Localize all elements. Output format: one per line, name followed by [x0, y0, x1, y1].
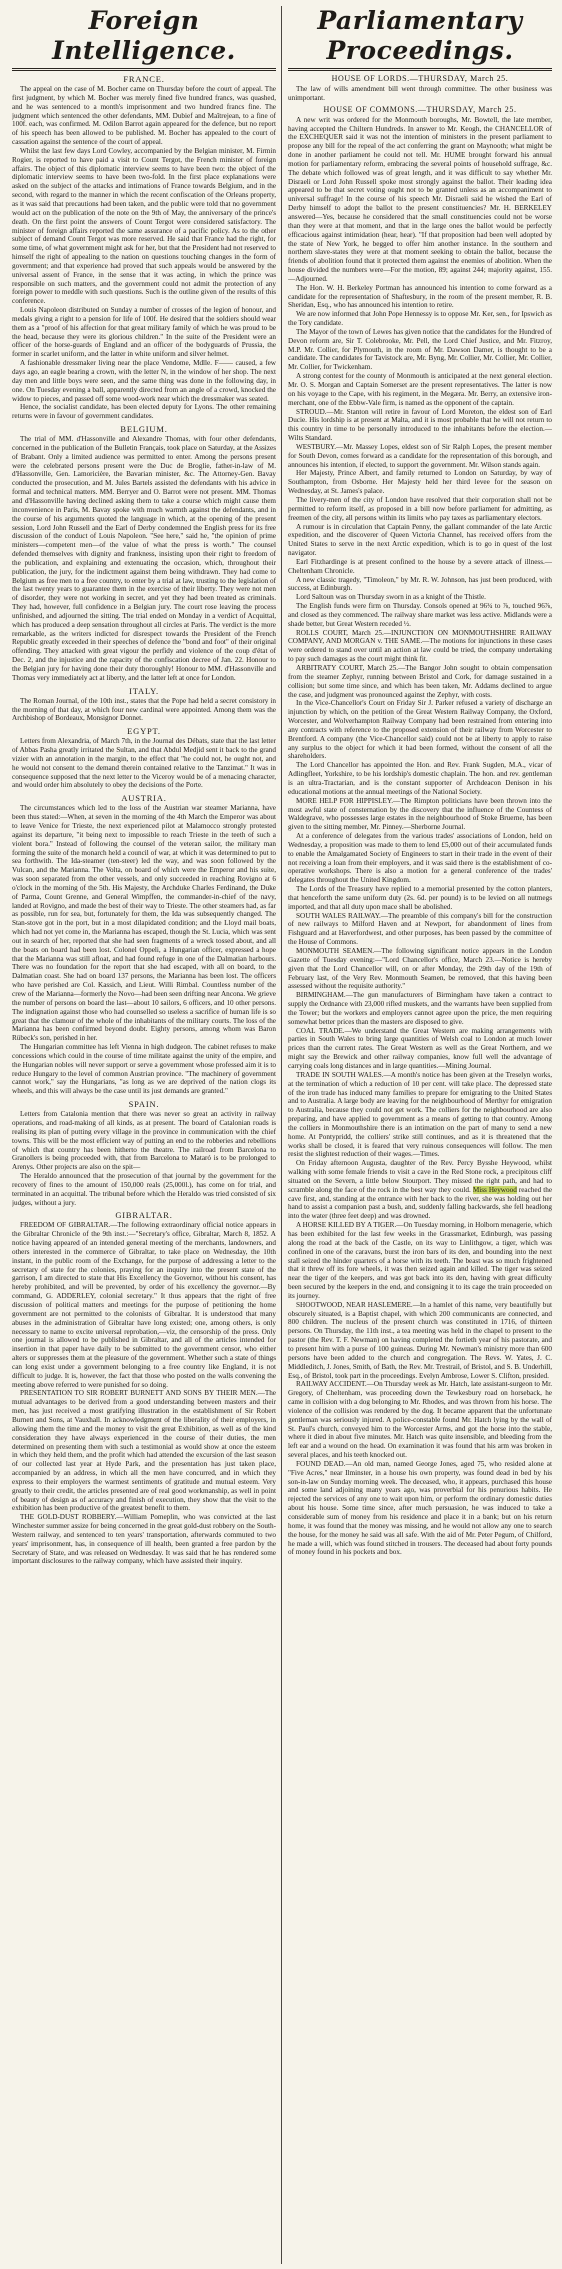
article-paragraph: The English funds were firm on Thursday. Consols opened at 96¾ to ⅞, touched 96⅞, and closed as they commenced. The railway share market was less active. Midlands were a shade better, but Great Western receded ½.: [288, 602, 552, 628]
section-heading: GIBRALTAR.: [115, 1210, 173, 1221]
article-paragraph: WESTBURY.—Mr. Massey Lopes, eldest son of Sir Ralph Lopes, the present member for South Devon, comes forward as a candidate for the representation of this borough, and announces his intention, if elected, to support the government. Mr. Wilson stands again.: [288, 442, 552, 469]
article-paragraph: Letters from Catalonia mention that there was never so great an activity in railway operations, and road-making of all kinds, as at present. The board of Catalonian roads is realising its plan of putting every village in the province in communication with the chief towns. This will be the most efficient way of putting an end to the robberies and rebellions of which that country has been hitherto the theatre. The railroad from Barcelona to Granollers is being proceeded with, that from Barcelona to Mataró is to be prolonged to Arenys. Other projects are also on the spit—: [12, 1110, 276, 1172]
article-paragraph: SOUTH WALES RAILWAY.—The preamble of this company's bill for the construction of new railways to Milford Haven and at Newport, for abandonment of lines from Fishguard and at Haverfordwest, and other purposes, has been passed by the committee of the House of Commons.: [288, 911, 552, 947]
article-paragraph: PRESENTATION TO SIR ROBERT BURNETT AND SONS BY THEIR MEN.—The mutual advantages to be derived from a good understanding between masters and their men, has just received a most gratifying illustration in the establishment of Sir Robert Burnett and Sons, at Vauxhall. In acknowledgment of the liberality of their employers, in allowing them the time and the money to visit the great Exhibition, as well as of the kind consideration they have always experienced in the course of their duties, the men determined on presenting them with such a testimonial as would show at once the esteem in which they held them, and the profit which had attended the excursion of the last season of our collected last year at Hyde Park, and the presentation has just taken place, accompanied by an address, in which all the men have concurred, and in which they express to their employers the warmest sentiments of gratitude and mutual esteem. Very greatly to their credit, the articles presented are of real good workmanship, as well in point of beauty of design as of accuracy and finish of execution, they show that the visit to the exhibition has been productive of the greatest benefit to them.: [12, 1389, 276, 1513]
parliamentary-proceedings-masthead: Parliamentary Proceedings.: [317, 6, 523, 65]
article-paragraph: FREEDOM OF GIBRALTAR.—The following extraordinary official notice appears in the Gibraltar Chronicle of the 9th inst.:—"Secretary's office, Gibraltar, March 8, 1852. A notice having appeared of an intended general meeting of the merchants, landowners, and others interested in the commerce of Gibraltar, to take place on Wednesday, the 10th instant, in the public room of the Exchange, for the purpose of addressing a letter to the secretary of state for the colonies, praying for an inquiry into the present state of the garrison, I am directed to state that His Excellency the Governor, without his consent, has hereby prohibited, and will be prevented, by order of his excellency the governor.—By command, G. ADDERLEY, colonial secretary." It thus appears that the right of free discussion of political matters and meetings for the purpose of petitioning the home government are not permitted to the colonists of Gibraltar. It is understood that many abuses in the administration of Gibraltar have long existed; one, among others, is only necessary to name to excite universal reprobation,—viz, the censorship of the press. Only one journal is allowed to be published in Gibraltar, and all of the articles intended for insertion in that paper have daily to be submitted to the government censor, who either alters or suppresses them at the pleasure of the government. Whether such a state of things can long exist under a government belonging to a free country like England, it is not difficult to judge. It is, however, the fact that those who posted on the walls convening the meeting above referred to were punished for so doing.: [12, 1221, 276, 1389]
article-paragraph: RAILWAY ACCIDENT.—On Thursday week as Mr. Hatch, late assistant-surgeon to Mr. Gregory, of Cheltenham, was proceeding down the Tewkesbury road on horseback, he came in collision with a dog belonging to Mr. Rhodes, and was thrown from his horse. The violence of the collision was rendered by the dog. It became apparent that the unfortunate gentleman was seriously injured. A police-constable found Mr. Hatch lying by the wall of St. Paul's church, conveyed him to the Worcester Arms, and got the horse into the stable, where it died in about five minutes. Mr. Hatch was quite insensible, and bleeding from the left ear and a wound on the head. On examination it was found that his arm was broken in several places, and his teeth knocked out.: [288, 1380, 552, 1460]
section-heading: FRANCE.: [123, 74, 165, 84]
article-paragraph: The Hon. W. H. Berkeley Portman has announced his intention to come forward as a candidate for the representation of Shaftesbury, in the room of the present member, R. B. Sheridan, Esq., who has announced his intention to retire.: [288, 283, 552, 310]
article-paragraph: FOUND DEAD.—An old man, named George Jones, aged 75, who resided alone at "Five Acres," near Ilminster, in a house his own property, was found dead in bed by his son-in-law on Sunday morning week. The deceased, who, it appears, purchased this house and some land adjoining many years ago, was proverbial for his penurious habits. He rejected the services of any one to wait upon him, or perform the ordinary domestic duties about his house. Some time since, after much persuasion, he was induced to take a considerable sum of money from his residence and place it in a bank; but on his return home, it was found that the money was missing, and he would not allow any one to search the house, for the money he said was all safe. With the aid of Mr. Peter Pegum, of Chilford, he made a will, which was found stitched in trousers. The deceased had about forty pounds of money found in his pockets and box.: [288, 1459, 552, 1557]
highlighted-phrase: Miss Heywood: [472, 1185, 517, 1194]
article-paragraph: Whilst the last few days Lord Cowley, accompanied by the Belgian minister, M. Firmin Rogier, is reported to have paid a visit to Count Tergot, the French minister of foreign affairs. The object of this diplomatic interview seems to have been two: the object of the diplomatic interview seems to have been two-fold. In the first place explanations were asked on the subject of the attacks and intimations of France towards Belgium, and in the second, with regard to the manner in which the recent confiscation of the Orleans property, as it was said that precautions had been taken, and the public were told that no government would act on the publication of the note on the 9th of May, the anniversary of the prince's death. On the first point the answers of Count Tergot were considered satisfactory. The minister of foreign affairs reported the same assurance of a pacific policy. As to the other subject of demand Count Tergot was more reserved. He said that France had the right, for some time, of what government might ask for her, but that the President had not reserved to himself the right of appealing to the nation on questions touching changes in the form of government; and that experience had proved that such appeals would be answered by the universal assent of France, in the sense that it was acting, in which the prince was responsible on such matters, and the government could not admit the protection of any foreign power to meddle with such questions. Such is the outline given of the results of this conference.: [12, 146, 276, 306]
column-divider: [281, 6, 282, 2264]
article-paragraph: The Heraldo announced that the prosecution of that journal by the government for the recovery of fines to the amount of 150,000 reals (25,000l.), has come on for trial, and terminated in an acquittal. The tribunal before which the Heraldo was tried consisted of six judges, without a jury.: [12, 1172, 276, 1207]
article-paragraph: A new classic tragedy, "Timoleon," by Mr. R. W. Johnson, has just been produced, with success, at Edinburgh.: [288, 575, 552, 593]
section-heading: HOUSE OF COMMONS.—THURSDAY, March 25.: [323, 104, 517, 114]
article-paragraph: ROLLS COURT, March 25.—INJUNCTION ON MONMOUTHSHIRE RAILWAY COMPANY, AND MORGAN v. THE SAME.—The motions for injunctions in these cases were ordered to stand over until an action at law could be tried, the company undertaking to pay such damages as the court might think fit.: [288, 628, 552, 664]
article-paragraph: MORE HELP FOR HIPPISLEY.—The Rimpton politicians have been thrown into the most awful state of consternation by the discovery that the influence of the Countess of Waldegrave, who possesses large estates in the neighbourhood of Stoke Bruerne, has been given to the sitting member, Mr. Pinney.—Sherborne Journal.: [288, 796, 552, 832]
section-heading: SPAIN.: [128, 1099, 160, 1110]
right-sections: [288, 74, 552, 1557]
masthead-rule: [288, 68, 552, 71]
section-heading: BELGIUM.: [120, 424, 168, 435]
article-paragraph: In the Vice-Chancellor's Court on Friday Sir J. Parker refused a variety of discharge an injunction by which, on the petition of the Great Western Railway Company, the Oxford, Worcester, and Wolverhampton Railway Company had been restrained from entering into any contracts with reference to the proposed extension of their railway from Worcester to Brentford. A company (the Vice-Chancellor said) could not be at liberty to apply to raise any surplus to the object for which it had been formed, without the consent of all the shareholders.: [288, 699, 552, 761]
article-paragraph: A new writ was ordered for the Monmouth boroughs, Mr. Bowtell, the late member, having accepted the Chiltern Hundreds. In answer to Mr. Keogh, the CHANCELLOR of the EXCHEQUER said it was not the intention of ministers in the present parliament to propose any bill for the repeal of the act conferring the grant on Maynooth; what might be done in another parliament he could not tell. Mr. HUME brought forward his annual motion for parliamentary reform, embracing the several points of household suffrage, &c. The debate which followed was of great length, and it was difficult to say whether Mr. Disraeli or Lord John Russell spoke most strongly against the ballot. Their leading idea appeared to be that secret voting ought not to be granted unless as an accompaniment to universal suffrage! In the course of his speech Mr. Disraeli said he wished the Earl of Derby himself to adopt the ballot to the present constituencies? Mr. H. BERKELEY answered—Yes, because he considered that the small constituencies could not be worse than they were at that moment, and that in the large ones the ballot would be perfectly efficacious against intimidation (hear, hear). "If that proposition had been well adopted by the state of New York, he begged to offer him another instance. In the southern and northern slave-states they were at that moment seeking to obtain the ballot, because the friends of abolition found that it protected them against the enemies of abolition. When the house divided the numbers were—For the motion, 89; against 244; majority against, 155.—Adjourned.: [288, 115, 552, 283]
article-paragraph: The circumstances which led to the loss of the Austrian war steamer Marianna, have been thus stated:—When, at seven in the morning of the 4th March the Emperor was about to leave Venice for Trieste, the next experienced pilot at Malamocco strongly protested against its departure, "it being next to impossible to reach Trieste in the teeth of such a violent bora." Instead of following the counsel of the veteran sailor, the military man forming the suite of the monarch held a council of war, at which it was determined to put to sea forthwith. The Ida-steamer (ten-steer) led the way, and was soon followed by the Vulcan, and the Marianna. The Volta, on board of which were the Emperor and his suite, was soon separated from the other vessels, and only succeeded in reaching Rovigno at 6 o'clock in the morning of the 5th. His Majesty, the Archduke Charles Ferdinand, the Duke of Parma, Count Grenne, and General Wimpffen, the commander-in-chief of the navy, landed at Rovigno, and made the best of their way to Trieste. The other steamers had, as far as possible, run for sea, but, fortunately for them, the Ida was subsequently changed. The Stan-stove got in the port, but in a most dilapidated condition; and the Lloyd mail boats, which had not yet come in, the Marianna has escaped, though the St. Lucia, which was sent out in search of her, reported that she had seen fragments of a wreck tossed about, and all the boats on board had been lost. Colonel Oppeli, a Hungarian officer, expressed a hope that the Marianna was still afloat, and had found refuge in one of the Dalmatian harbours. There was no foundation for the report that she had escaped, with all on board, to the Dalmatian coast. She had on board 137 persons, the Marianna has been lost. The officers who have perished are Col. Kassich, and Lieut. Willi Rimbal. Countless number of the crew of the Marianna—formerly the Novo—had been seen drifting near Ancona. We grieve the number of persons on board the last—about 10 sailors, 6 officers, and 10 other persons. The indignation against those who had counselled so useless a sacrifice of human life is so great that the clamour of the whole of the inhabitants of the military courts. The loss of the Marianna has been confirmed beyond doubt. Eighty persons, among whom was Baron Rübeck's son, perished in her.: [12, 804, 276, 1043]
article-paragraph: A strong contest for the county of Monmouth is anticipated at the next general election. Mr. O. S. Morgan and Captain Somerset are the present representatives. The latter is now on his voyage to the Cape, with his regiment, in the Megæra. Mr. Berry, an extensive iron-merchant, one of the Ebbw-Vale firm, is named as the opponent of the captain.: [288, 372, 552, 407]
article-paragraph: MONMOUTH SEAMEN.—The following significant notice appears in the London Gazette of Tuesday evening:—"Lord Chancellor's office, March 23.—Notice is hereby given that the Lord Chancellor will, on or after Monday, the 29th day of the 19th of February last, of the Very Rev. Monmouth Seamen, be removed, that this having been assessed without the requisite authority.": [288, 947, 552, 991]
article-section-spain: [12, 1099, 276, 1207]
article-section-gibraltar: [12, 1210, 276, 1389]
article-section-house-of-commons-thursday-march-25: [288, 105, 552, 1558]
section-heading: ITALY.: [129, 685, 159, 696]
article-paragraph: Letters from Alexandria, of March 7th, in the Journal des Débats, state that the last letter of Abbas Pasha greatly irritated the Sultan, and that Abdul Medjid sent it back to the grand vizier with an annotation in the margin, to the effect that "he could not, he ought not, and he would not consent to the demand therein contained relative to the Tanzimat." It was in consequence supposed that the next letter to the Viceroy would be of a menacing character, and would order him absolutely to obey the decisions of the Porte.: [12, 737, 276, 790]
article-paragraph: We are now informed that John Pope Hennessy is to oppose Mr. Ker, sen., for Ipswich as the Tory candidate.: [288, 310, 552, 328]
article-paragraph: TRADE IN SOUTH WALES.—A month's notice has been given at the Treselyn works, at the termination of which a reduction of 10 per cent. will take place. The depressed state of the iron trade has induced many families to prepare for emigrating to the United States and to Australia. A large body are leaving for the neighbourhood of Merthyr for emigration to Australia, because they could not get work. The colliers for the neighbourhood are also preparing, and have applied to government as a means of getting to that country. Among the colliers in Monmouthshire there is an intimation on the part of many to send a new home. At Pontypridd, the colliers' strike still continues, and as it is threatened that the works shall be closed, it is feared that very ruinous consequences will follow. The men resist the slightest reduction of their wages.—Times.: [288, 1070, 552, 1159]
section-heading: HOUSE OF LORDS.—THURSDAY, March 25.: [331, 74, 509, 83]
article-paragraph: The Lords of the Treasury have replied to a memorial presented by the cotton planters, that henceforth the same uniform duty (2s. 6d. per pound) is to be levied on all nutmegs imported, and that all duty upon mace shall be abolished.: [288, 885, 552, 911]
article-paragraph: STROUD.—Mr. Stanton will retire in favour of Lord Moreton, the eldest son of Earl Ducie. His lordship is at present at Malta, and it is most probable that he will not return to this country in time to be personally introduced to the inhabitants before the election.—Wilts Standard.: [288, 407, 552, 443]
article-paragraph: The appeal on the case of M. Bocher came on Thursday before the court of appeal. The first judgment, by which M. Bocher was merely fined five hundred francs, was quashed, and he was sentenced to a month's imprisonment and two hundred francs fine. The judgment which sentenced the other defendants, MM. Dubief and Maîtrejean, to a fine of 100f. each, was confirmed. M. Odilon Barrot again appeared for the defence, but no report of his speech has been allowed to be published. M. Bocher has appealed to the court of cassation against the sentence of the court of appeal.: [12, 85, 276, 147]
article-paragraph: The livery-men of the city of London have resolved that their corporation shall not be permitted to reform itself, as proposed in a bill now before parliament for admitting, as freemen of the city, all persons within its limits who pay taxes as parliamentary electors.: [288, 495, 552, 522]
article-paragraph: The Mayor of the town of Lewes has given notice that the candidates for the Hundred of Devon reform are, Sir T. Colebrooke, Mr. Pell, the Lord Chief Justice, and Mr. Fitzroy, M.P. Mr. Collier, for Plymouth, in the room of Mr. Dawson Damer, is thought to be a candidate. The candidates for Tavistock are, Mr. Byng, Mr. Collier, Mr. Collier, Mr. Collier, Mr. Collier, for Twickenham.: [288, 327, 552, 372]
article-section-france: [12, 74, 276, 421]
article-paragraph: A fashionable dressmaker living near the place Vendome, Mdlle. F—— caused, a few days ago, an eagle bearing a crown, with the letter N, in the window of her shop. The next day men and little boys were seen, and the same thing was done in the following day, in one. On Tuesday evening a ball, apparently directed from an angle of a crowd, knocked the widow to pieces, and passed off some wood-work near which the dressmaker was seated.: [12, 359, 276, 403]
article-paragraph: Louis Napoleon distributed on Sunday a number of crosses of the legion of honour, and medals giving a right to a pension for life of 100f. He desired that the soldiers should wear them as a "proof of his affection for that great military family of which he was proud to be the head, because they were its glorious children." In the suite of the President were an officer of the horse-guards of England and an officer of the bodyguards of Prussia, the former in scarlet uniform, and the latter in white uniform and silver helmet.: [12, 306, 276, 359]
left-sections: [12, 74, 276, 1566]
article-paragraph: The Hungarian committee has left Vienna in high dudgeon. The cabinet refuses to make concessions which could in the course of time militate against the unity of the empire, and the Hungarian nobles will never support or serve a government whose professed aim it is to reduce Hungary to the level of common Austrian province. "The machinery of government cannot work," say the Hungarians, "as long as we are deprived of the nation clogs its wheels, and this will always be the case until its just demands are granted.": [12, 1043, 276, 1096]
article-paragraph: The Roman Journal, of the 10th inst., states that the Pope had held a secret consistory in the morning of that day, at which four new cardinal were appointed. Among them was the Archbishop of Bordeaux, Monsignor Donnet.: [12, 696, 276, 723]
article-paragraph: Lord Saltoun was on Thursday sworn in as a knight of the Thistle.: [296, 593, 486, 602]
section-heading: AUSTRIA.: [121, 793, 167, 804]
article-paragraph: Earl Fitzhardinge is at present confined to the house by a severe attack of illness.—Cheltenham Chronicle.: [288, 557, 552, 575]
article-section-italy: [12, 686, 276, 724]
parliamentary-proceedings-column: [288, 4, 552, 2266]
article-section-belgium: [12, 424, 276, 683]
article-paragraph: The law of wills amendment bill went through committee. The other business was unimportant.: [288, 85, 552, 102]
article-paragraph: At a conference of delegates from the various trades' associations of London, held on Wednesday, a proposition was made to them to lend £5,000 out of their accumulated funds to enable the Amalgamated Society of Engineers to start in their trade in the event of their not receiving a loan from their employers, and it was said there is the establishment of co-operative workshops. There is also a motion for a general conference of the trades' delegates throughout the United Kingdom.: [288, 832, 552, 885]
article-paragraph: The trial of MM. d'Hassonville and Alexandre Thomas, with four other defendants, concerned in the publication of the Bulletin Français, took place on Saturday, at the Assizes of Brabant. Only a limited audience was permitted to enter. Among the persons present were the celebrated persons present were the Duc de Broglie, father-in-law of M. d'Hassonville, Gen. Lamoricière, the Bavarian minister, &c. The Attorney-Gen. Bavay conducted the prosecution, and M. Jules Bartels assisted the defendants with his advice in formal and technical matters. MM. Berryer and O. Barrot were not present. MM. Thomas and d'Hassonville having declined asking them to take a course which might cause them inconvenience in Paris, M. Bavay spoke with much warmth against the defendants, and in the course of his arguments quoted the language in which, at the opening of the present session, Lord John Russell and the Earl of Derby condemned the English press for its free discussion of the conduct of Louis Napoleon. "See here," said he, "the opinion of prime ministers—competent men—of the value of what the press is worth." The counsel defended themselves with dignity and frankness, insisting upon their right to freedom of the publication, and explaining and extenuating the occasion, which, throughout their publication, the jury, for the indictment against them being withdrawn. They had come to Belgium as free men to a free country, to enter by a trial at law, trusting to the legislation of the last twenty years to guarantee them in the exercise of their liberty. They were not men of disorder, they were not working in secret, and yet they had been treated as criminals. They had, however, full confidence in a Belgian jury. The court rose leaving the process unfinished, and adjourned the sitting. The trial ended on Monday in a verdict of Acquittal, which has produced a deep sensation throughout all circles at Paris. The verdict is the more remarkable, as the writers indicted for disrespect towards the President of the French Republic greatly exceeded in their speeches of defence the "bond and foot" of their original offending. They attacked with great vigour the perfidy and violence of the coup d'état of Dec. 2, and the injustice and the rapacity of the confiscation decree of Jan. 22. Honour to the Belgian jury for having done their duty thoroughly! Honour to MM. d'Hassonville and Thomas very immediately act at liberty, and the latter left at once for London.: [12, 435, 276, 682]
article-section-untitled: [12, 1389, 276, 1566]
section-heading: EGYPT.: [127, 726, 161, 737]
article-paragraph: Hence, the socialist candidate, has been elected deputy for Lyons. The other remaining returns were in favour of government candidates.: [12, 403, 276, 421]
article-paragraph: A rumour is in circulation that Captain Penny, the gallant commander of the late Arctic expedition, and the discoverer of Queen Victoria Channel, has received offers from the United States to serve in the next Arctic expedition, which is to go in quest of the lost navigator.: [288, 522, 552, 558]
article-paragraph: Her Majesty, Prince Albert, and family returned to London on Saturday, by way of Southampton, from Osborne. Her Majesty held her third levee for the season on Wednesday, at St. James's palace.: [288, 469, 552, 496]
article-section-egypt: [12, 726, 276, 790]
foreign-intelligence-column: [12, 4, 276, 2266]
article-paragraph: THE GOLD-DUST ROBBERY.—William Pomeplin, who was convicted at the last Winchester summer assize for being concerned in the great gold-dust robbery on the South-Western railway, and sentenced to ten years' transportation, afterwards commuted to two years' imprisonment, has, in consequence of ill health, been granted a free pardon by the Secretary of State, and was released on Wednesday. It was said that he has rendered some important disclosures to the railway company, which have assisted their inquiry.: [12, 1513, 276, 1566]
article-paragraph: The Lord Chancellor has appointed the Hon. and Rev. Frank Sugden, M.A., vicar of Adlingfleet, Yorkshire, to be his lordship's domestic chaplain. The hon. and rev. gentleman is an ultra-Tractarian, and is the constant supporter of Archdeacon Denison in his educational motions at the annual meetings of the National Society.: [288, 761, 552, 796]
article-section-house-of-lords-thursday-march-25: [288, 74, 552, 103]
foreign-intelligence-masthead: Foreign Intelligence.: [52, 6, 236, 65]
masthead-rule: [12, 68, 276, 71]
article-paragraph: BIRMINGHAM.—The gun manufacturers of Birmingham have taken a contract to supply the Ordnance with 23,000 rifled muskets, and the warrants have been supplied from the Tower; but the workers and employers cannot agree upon the price, the men requiring somewhat better prices than the masters are disposed to give.: [288, 991, 552, 1026]
article-section-austria: [12, 793, 276, 1096]
article-paragraph: SHOOTWOOD, NEAR HASLEMERE.—In a hamlet of this name, very beautifully but obscurely situated, is a Baptist chapel, with which 200 communicants are connected, and 800 children. The nucleus of the present church was constituted in 1716, of thirteen persons. On Thursday, the 11th inst., a tea meeting was held in the chapel to present to the pastor (the Rev. T. F. Newman) on having completed the fortieth year of his pastorate, and to present him with a purse of 100 guineas. During Mr. Newman's ministry more than 600 persons have been added to the church and congregation. The Revs. W. Yates, J. C. Middleditch, J. Jones, Smith, of Bath, the Rev. Mr. Trestrail, of Bristol, and S. B. Underhill, Esq., of Bristol, took part in the proceedings. Evelyn Ambrose, Lower S. Clifton, presided.: [288, 1300, 552, 1380]
article-paragraph: COAL TRADE.—We understand the Great Western are making arrangements with parties in South Wales to bring large quantities of Welsh coal to London at much lower prices than the current rates. The Great Western as well as the Great Northern, and we might say the Brewick and other railway companies, know full well the advantage of carrying coals long distances and in large quantities.—Mining Journal.: [288, 1026, 552, 1070]
article-paragraph: ARBITRATY COURT, March 25.—The Bangor John sought to obtain compensation from the steamer Zephyr, running between Bristol and Cork, for damage sustained in a collision; but some time since, and which has been taken, Mr. Addams declined to argue the case, and judgment was pronounced against the Zephyr, with costs.: [288, 664, 552, 699]
article-paragraph: On Friday afternoon Augusta, daughter of the Rev. Percy Bysshe Heywood, whilst walking with some female friends to visit a cave in the Red Stone rock, a precipitous cliff situated on the Severn, a little below Stourport. They missed the right path, and had to scramble along the face of the rock in the best way they could. Miss Heywood reached the cave first, and, standing at the entrance with her back to the river, she was holding out her hand to assist a companion past a bush, and, suddenly falling backwards, she fell headlong into the water (three feet deep) and was drowned.: [288, 1159, 552, 1221]
article-paragraph: A HORSE KILLED BY A TIGER.—On Tuesday morning, in Holborn menagerie, which has been exhibited for the last few weeks in the Grassmarket, Edinburgh, was passing along the road at the back of the Castle, on its way to Linlithgow, a tiger, which was confined in one of the caravans, burst the iron bars of its den, and bounding into the next stall seized the hinder quarters of a horse with its teeth. The beast was so much frightened that it threw off its fore wheels, it was then seized again and killed. The tiger was seized near the tiger of the keepers, and was got back into its den, having with great difficulty been secured by the keepers in the end, and consigning it to its cage the train proceeded on its journey.: [288, 1221, 552, 1300]
